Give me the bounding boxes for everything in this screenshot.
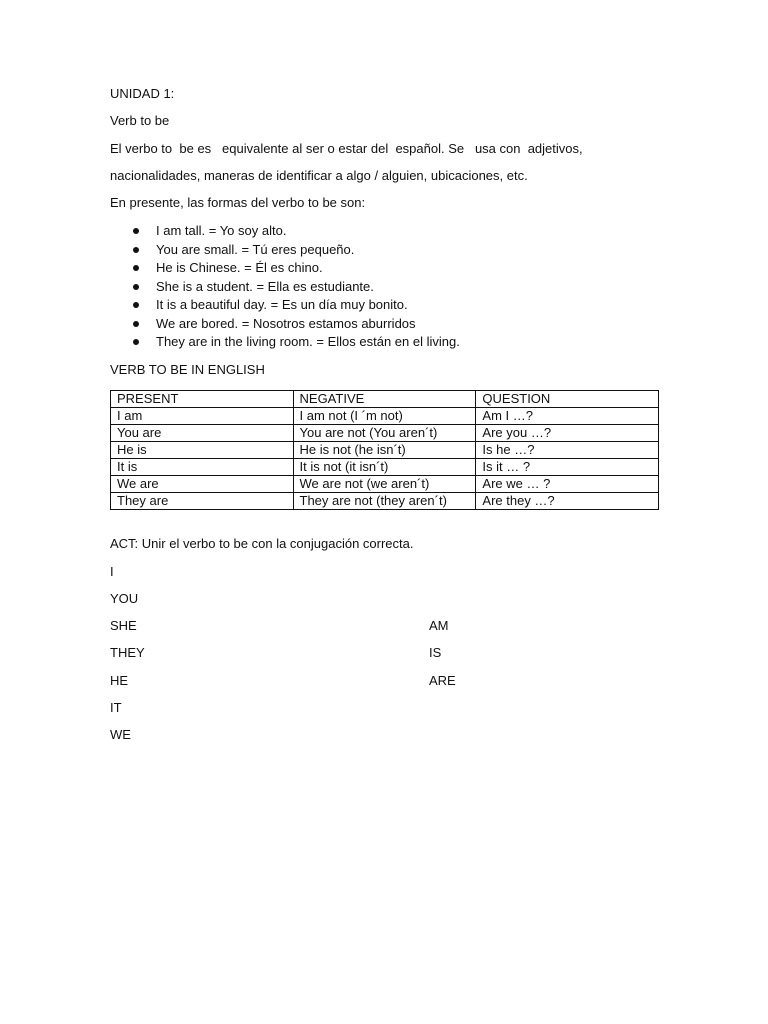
list-item <box>110 279 460 298</box>
table-cell: Are we … ? <box>476 476 659 493</box>
table-cell: He is <box>111 442 294 459</box>
table-cell: Is he …? <box>476 442 659 459</box>
verb-is: IS <box>429 645 442 660</box>
table-row <box>111 408 659 425</box>
bullet-icon <box>133 302 139 308</box>
pronoun-they: THEY <box>110 645 145 660</box>
table-cell: I am <box>111 408 294 425</box>
table-cell: I am not (I ´m not) <box>293 408 476 425</box>
list-item <box>110 334 460 353</box>
table-cell: They are <box>111 493 294 510</box>
table-row <box>111 442 659 459</box>
list-item <box>110 297 460 316</box>
pronoun-we: WE <box>110 727 131 742</box>
table-row <box>111 476 659 493</box>
topic-subheading: Verb to be <box>110 113 170 128</box>
example-text: We are bored. = Nosotros estamos aburridos <box>156 315 416 331</box>
pronoun-i: I <box>110 564 114 579</box>
table-cell: We are not (we aren´t) <box>293 476 476 493</box>
table-cell: You are not (You aren´t) <box>293 425 476 442</box>
intro-paragraph-line-2: nacionalidades, maneras de identificar a algo / alguien, ubicaciones, etc. <box>110 168 528 183</box>
table-cell: Is it … ? <box>476 459 659 476</box>
example-text: She is a student. = Ella es estudiante. <box>156 278 374 294</box>
table-header-row <box>111 391 659 408</box>
bullet-icon <box>133 265 139 271</box>
column-header-question: QUESTION <box>476 391 659 408</box>
bullet-icon <box>133 321 139 327</box>
list-item <box>110 316 460 335</box>
list-item <box>110 242 460 261</box>
pronoun-you: YOU <box>110 591 139 606</box>
verb-are: ARE <box>429 673 456 688</box>
list-item <box>110 260 460 279</box>
list-item <box>110 223 460 242</box>
table-cell: Am I …? <box>476 408 659 425</box>
pronoun-it: IT <box>110 700 122 715</box>
examples-list <box>110 223 460 353</box>
unit-heading: UNIDAD 1: <box>110 86 175 101</box>
activity-instruction: ACT: Unir el verbo to be con la conjugación correcta. <box>110 536 414 551</box>
bullet-icon <box>133 339 139 345</box>
table-row <box>111 425 659 442</box>
example-text: It is a beautiful day. = Es un día muy bonito. <box>156 297 408 312</box>
table-cell: Are you …? <box>476 425 659 442</box>
table-cell: It is <box>111 459 294 476</box>
verb-am: AM <box>429 618 449 633</box>
pronoun-he: HE <box>110 673 129 688</box>
table-cell: It is not (it isn´t) <box>293 459 476 476</box>
bullet-icon <box>133 228 139 234</box>
table-cell: He is not (he isn´t) <box>293 442 476 459</box>
table-row <box>111 459 659 476</box>
verb-to-be-table <box>110 390 659 510</box>
table-title: VERB TO BE IN ENGLISH <box>110 362 265 377</box>
table-cell: We are <box>111 476 294 493</box>
pronoun-she: SHE <box>110 618 137 633</box>
table-row <box>111 493 659 510</box>
example-text: I am tall. = Yo soy alto. <box>156 223 287 238</box>
example-text: He is Chinese. = Él es chino. <box>156 260 323 275</box>
bullet-icon <box>133 247 139 253</box>
column-header-negative: NEGATIVE <box>293 391 476 408</box>
table-cell: They are not (they aren´t) <box>293 493 476 510</box>
intro-paragraph-line-1: El verbo to be es equivalente al ser o estar del español. Se usa con adjetivos, <box>110 141 583 156</box>
table-cell: Are they …? <box>476 493 659 510</box>
example-text: You are small. = Tú eres pequeño. <box>156 241 355 257</box>
column-header-present: PRESENT <box>111 391 294 408</box>
example-text: They are in the living room. = Ellos están en el living. <box>156 334 460 349</box>
bullet-icon <box>133 284 139 290</box>
table-cell: You are <box>111 425 294 442</box>
forms-intro: En presente, las formas del verbo to be son: <box>110 195 366 210</box>
